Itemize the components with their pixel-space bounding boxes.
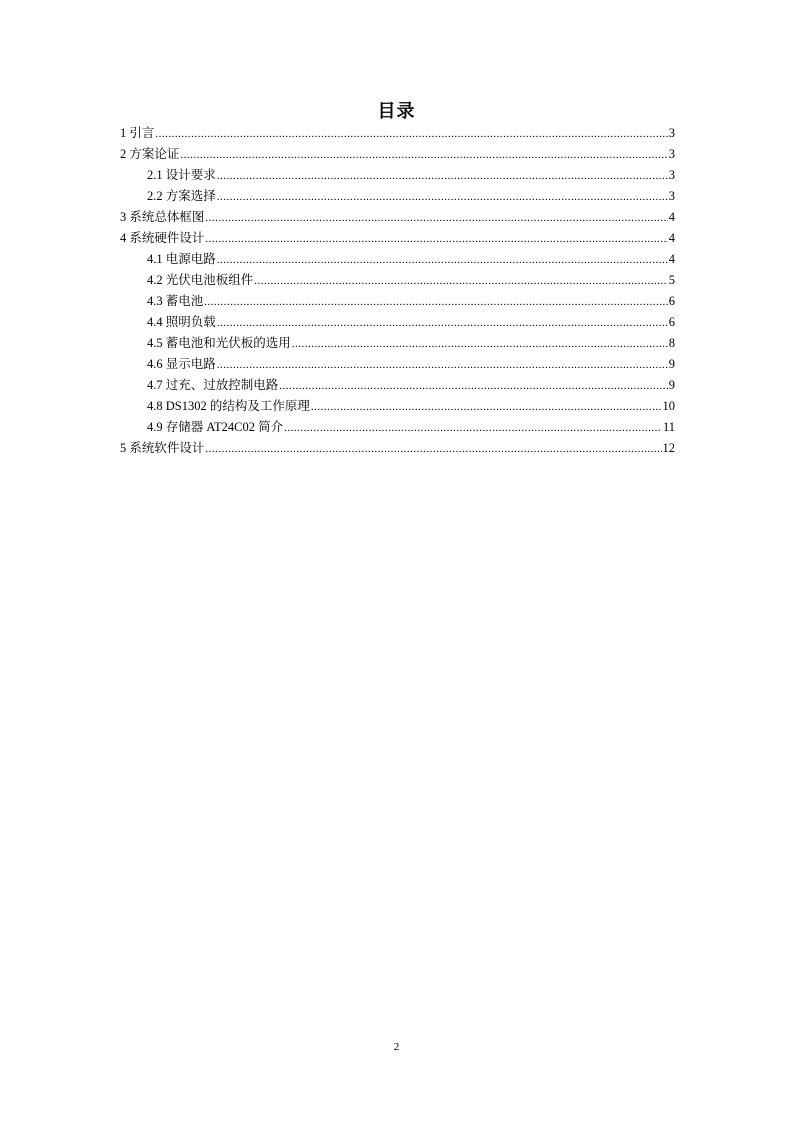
toc-entry-label: 4.6 显示电路 [147,357,216,371]
toc-entry[interactable] [120,186,675,207]
toc-title: 目录 [377,101,416,122]
toc-entry[interactable] [120,270,675,291]
toc-leader-dots [204,292,667,313]
toc-entry-label: 4.8 DS1302 的结构及工作原理 [147,399,310,413]
toc-entry[interactable] [120,438,675,459]
toc-leader-dots [217,166,668,187]
toc-leader-dots [205,439,661,460]
toc-entry-page: 3 [668,126,675,140]
toc-entry-page: 3 [668,147,675,161]
toc-leader-dots [205,229,667,250]
toc-entry-page: 8 [668,336,675,350]
toc-leader-dots [180,145,667,166]
toc-entry[interactable] [120,375,675,396]
toc-entry-label: 2 方案论证 [120,147,180,161]
toc-entry[interactable] [120,123,675,144]
toc-entry-page: 11 [662,420,675,434]
toc-entry[interactable] [120,333,675,354]
toc-leader-dots [155,124,667,145]
toc-leader-dots [217,355,668,376]
toc-entry-label: 3 系统总体框图 [120,210,205,224]
toc-entry-page: 6 [668,315,675,329]
toc-leader-dots [217,313,668,334]
toc-entry[interactable] [120,228,675,249]
toc-entry-page: 5 [668,273,675,287]
toc-entry-page: 3 [668,189,675,203]
toc-entry[interactable] [120,144,675,165]
toc-entry[interactable] [120,312,675,333]
toc-entry-label: 4.5 蓄电池和光伏板的选用 [147,336,291,350]
toc-entry-page: 4 [668,252,675,266]
toc-entry-page: 12 [662,441,675,455]
toc-entry-label: 2.1 设计要求 [147,168,216,182]
toc-entry-label: 4.2 光伏电池板组件 [147,273,254,287]
toc-entry-page: 9 [668,357,675,371]
toc-entry[interactable] [120,396,675,417]
toc-leader-dots [279,376,667,397]
toc-entry-label: 4.4 照明负载 [147,315,216,329]
toc-entry-page: 3 [668,168,675,182]
toc-entry-label: 1 引言 [120,126,155,140]
toc-entry-page: 9 [668,378,675,392]
toc-entry-label: 4.9 存储器 AT24C02 简介 [147,420,284,434]
toc-leader-dots [311,397,662,418]
toc-entry[interactable] [120,165,675,186]
toc-leader-dots [254,271,667,292]
toc-entry-page: 4 [668,210,675,224]
toc-entry-label: 4 系统硬件设计 [120,231,205,245]
toc-entry[interactable] [120,291,675,312]
toc-entry[interactable] [120,354,675,375]
toc-entry[interactable] [120,417,675,438]
toc-leader-dots [205,208,667,229]
toc-leader-dots [217,187,668,208]
toc-leader-dots [217,250,668,271]
toc-leader-dots [292,334,668,355]
toc-entry-label: 5 系统软件设计 [120,441,205,455]
toc-entry-label: 4.1 电源电路 [147,252,216,266]
toc-entry-page: 10 [662,399,675,413]
toc-entry[interactable] [120,207,675,228]
toc-entry-label: 2.2 方案选择 [147,189,216,203]
toc-leader-dots [284,418,662,439]
toc-entry-label: 4.3 蓄电池 [147,294,204,308]
toc-entry-label: 4.7 过充、过放控制电路 [147,378,279,392]
page-number: 2 [393,1041,400,1053]
toc-entry[interactable] [120,249,675,270]
toc-entry-page: 4 [668,231,675,245]
toc-list [120,123,675,459]
toc-entry-page: 6 [668,294,675,308]
